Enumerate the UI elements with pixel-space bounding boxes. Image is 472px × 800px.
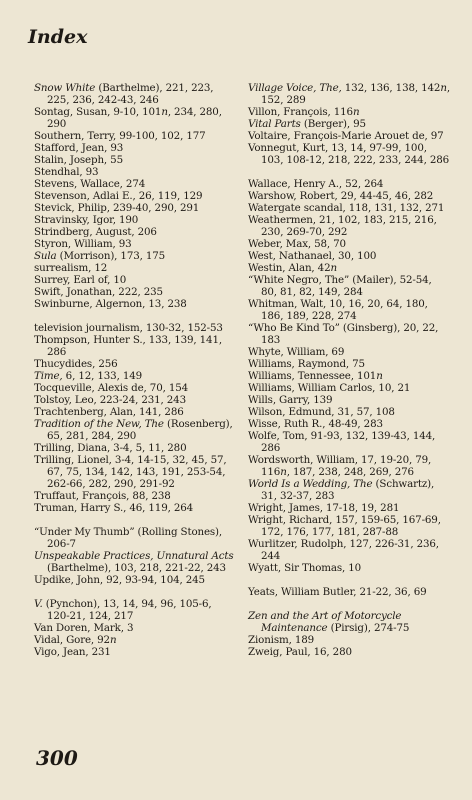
letter-group-gap	[34, 514, 236, 526]
index-entry: Thompson, Hunter S., 133, 139, 141, 286	[34, 334, 222, 358]
index-entry: Trilling, Lionel, 3-4, 14-15, 32, 45, 57, 67, 75, 134, 142, 143, 191, 253-54, 262-66, 282, 290, 291-92	[34, 454, 227, 490]
index-entry: Tradition of the New, The (Rosenberg), 65, 281, 284, 290	[34, 418, 233, 442]
index-entry: “Who Be Kind To” (Ginsberg), 20, 22, 183	[248, 322, 439, 346]
index-entry: Sontag, Susan, 9-10, 101n, 234, 280, 290	[34, 106, 222, 130]
index-entry: Zen and the Art of Motorcycle Maintenance (Pirsig), 274-75	[248, 610, 410, 634]
index-entry: Zweig, Paul, 16, 280	[248, 646, 352, 658]
index-entry: Westin, Alan, 42n	[248, 262, 337, 274]
index-entry: Wordsworth, William, 17, 19-20, 79, 116n, 187, 238, 248, 269, 276	[248, 454, 432, 478]
index-entry: Southern, Terry, 99-100, 102, 177	[34, 130, 206, 142]
index-entry: Styron, William, 93	[34, 238, 132, 250]
index-entry: Williams, Raymond, 75	[248, 358, 365, 370]
index-entry: Yeats, William Butler, 21-22, 36, 69	[248, 586, 427, 598]
index-entry: Warshow, Robert, 29, 44-45, 46, 282	[248, 190, 434, 202]
index-entry: Williams, Tennessee, 101n	[248, 370, 383, 382]
index-entry: Time, 6, 12, 133, 149	[34, 370, 143, 382]
index-entry: Whyte, William, 69	[248, 346, 345, 358]
index-entry: Swift, Jonathan, 222, 235	[34, 286, 163, 298]
index-entry: Vital Parts (Berger), 95	[248, 118, 366, 130]
page-number: 300	[36, 746, 78, 770]
index-entry: V. (Pynchon), 13, 14, 94, 96, 105-6, 120-21, 124, 217	[34, 598, 212, 622]
index-entry: Thucydides, 256	[34, 358, 118, 370]
index-entry: World Is a Wedding, The (Schwartz), 31, 32-37, 283	[248, 478, 435, 502]
index-entry: Vidal, Gore, 92n	[34, 634, 117, 646]
index-entry: Tocqueville, Alexis de, 70, 154	[34, 382, 189, 394]
index-entry: surrealism, 12	[34, 262, 108, 274]
index-entry: Stafford, Jean, 93	[34, 142, 124, 154]
index-entry: Watergate scandal, 118, 131, 132, 271	[248, 202, 445, 214]
letter-group-gap	[34, 310, 236, 322]
index-entry: Unspeakable Practices, Unnatural Acts (Barthelme), 103, 218, 221-22, 243	[34, 550, 234, 574]
index-entry: “Under My Thumb” (Rolling Stones), 206-7	[34, 526, 223, 550]
index-entry: Trilling, Diana, 3-4, 5, 11, 280	[34, 442, 187, 454]
index-entry: Williams, William Carlos, 10, 21	[248, 382, 411, 394]
index-entry: Swinburne, Algernon, 13, 238	[34, 298, 187, 310]
index-column-right	[248, 82, 450, 658]
letter-group-gap	[34, 586, 236, 598]
index-entry: Trachtenberg, Alan, 141, 286	[34, 406, 184, 418]
index-entry: Stravinsky, Igor, 190	[34, 214, 139, 226]
letter-group-gap	[248, 598, 450, 610]
running-header: Index	[28, 26, 88, 48]
index-entry: television journalism, 130-32, 152-53	[34, 322, 223, 334]
index-entry: Snow White (Barthelme), 221, 223, 225, 236, 242-43, 246	[34, 82, 214, 106]
index-entry: Surrey, Earl of, 10	[34, 274, 127, 286]
index-entry: Stevenson, Adlai E., 26, 119, 129	[34, 190, 203, 202]
index-entry: Updike, John, 92, 93-94, 104, 245	[34, 574, 205, 586]
letter-group-gap	[248, 166, 450, 178]
index-entry: Vigo, Jean, 231	[34, 646, 111, 658]
index-entry: Van Doren, Mark, 3	[34, 622, 134, 634]
index-entry: Voltaire, François-Marie Arouet de, 97	[248, 130, 444, 142]
index-column-left	[34, 82, 236, 658]
index-entry: Stalin, Joseph, 55	[34, 154, 123, 166]
index-entry: Wallace, Henry A., 52, 264	[248, 178, 384, 190]
letter-group-gap	[248, 574, 450, 586]
index-entry: Zionism, 189	[248, 634, 315, 646]
index-entry: Wright, James, 17-18, 19, 281	[248, 502, 400, 514]
index-entry: Weber, Max, 58, 70	[248, 238, 346, 250]
index-entry: Wyatt, Sir Thomas, 10	[248, 562, 362, 574]
index-entry: Strindberg, August, 206	[34, 226, 157, 238]
index-entry: Stevick, Philip, 239-40, 290, 291	[34, 202, 200, 214]
index-entry: Truffaut, François, 88, 238	[34, 490, 171, 502]
index-entry: Stendhal, 93	[34, 166, 99, 178]
index-entry: Wright, Richard, 157, 159-65, 167-69, 172, 176, 177, 181, 287-88	[248, 514, 441, 538]
index-entry: Wisse, Ruth R., 48-49, 283	[248, 418, 383, 430]
index-entry: Whitman, Walt, 10, 16, 20, 64, 180, 186, 189, 228, 274	[248, 298, 428, 322]
index-entry: Truman, Harry S., 46, 119, 264	[34, 502, 194, 514]
index-entry: Villon, François, 116n	[248, 106, 360, 118]
index-entry: Wilson, Edmund, 31, 57, 108	[248, 406, 395, 418]
index-entry: Weathermen, 21, 102, 183, 215, 216, 230, 269-70, 292	[248, 214, 437, 238]
index-entry: Wolfe, Tom, 91-93, 132, 139-43, 144, 286	[248, 430, 436, 454]
index-entry: Tolstoy, Leo, 223-24, 231, 243	[34, 394, 186, 406]
index-entry: Wurlitzer, Rudolph, 127, 226-31, 236, 244	[248, 538, 439, 562]
index-entry: Village Voice, The, 132, 136, 138, 142n, 152, 289	[248, 82, 450, 106]
index-entry: “White Negro, The” (Mailer), 52-54, 80, 81, 82, 149, 284	[248, 274, 432, 298]
index-entry: Wills, Garry, 139	[248, 394, 333, 406]
index-entry: Vonnegut, Kurt, 13, 14, 97-99, 100, 103, 108-12, 218, 222, 233, 244, 286	[248, 142, 450, 166]
index-entry: Stevens, Wallace, 274	[34, 178, 146, 190]
index-entry: Sula (Morrison), 173, 175	[34, 250, 166, 262]
index-entry: West, Nathanael, 30, 100	[248, 250, 377, 262]
